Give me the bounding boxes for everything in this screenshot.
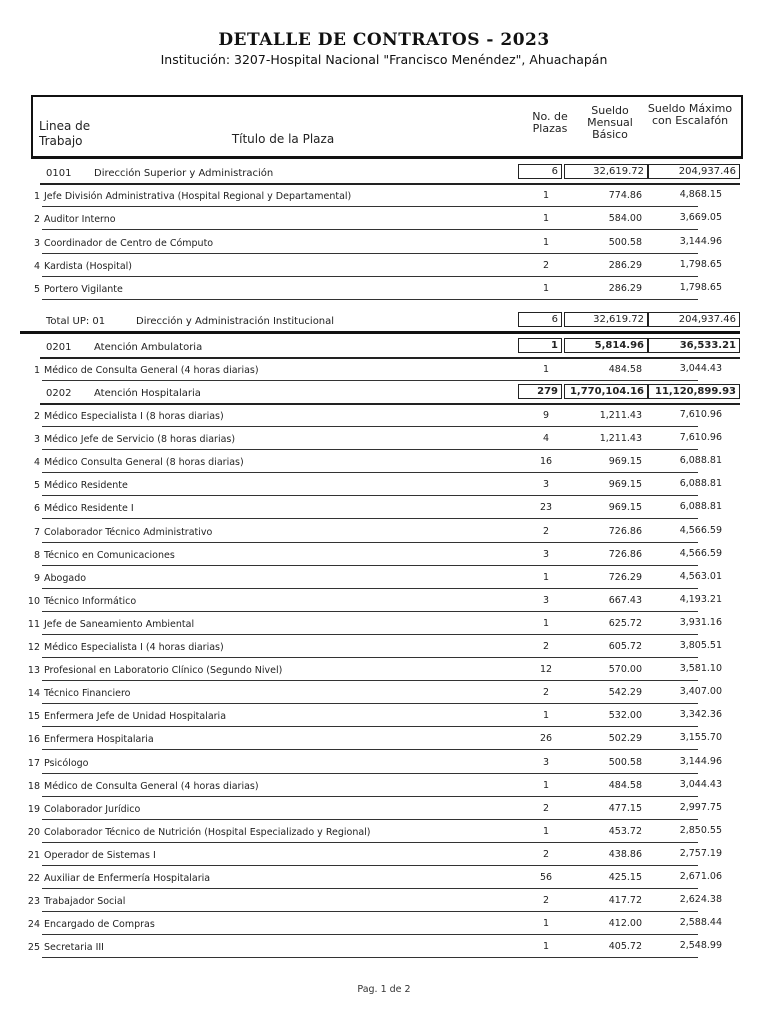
sueldo-basico: 417.72 <box>608 895 642 907</box>
total-row <box>20 311 740 334</box>
row-number: 13 <box>27 665 40 677</box>
plaza-title: Profesional en Laboratorio Clínico (Segundo Nivel) <box>44 665 283 677</box>
row-number: 12 <box>27 642 40 653</box>
sueldo-basico: 438.86 <box>608 848 642 860</box>
plazas-count: 1 <box>542 237 550 248</box>
plazas-count: 1 <box>542 710 550 722</box>
sueldo-basico: 726.29 <box>608 571 642 583</box>
sueldo-basico: 32,619.72 <box>564 312 648 327</box>
row-number: 5 <box>33 480 40 492</box>
row-number: 17 <box>27 757 40 769</box>
table-row <box>33 209 722 230</box>
section-row <box>40 383 740 405</box>
sueldo-basico: 500.58 <box>608 756 642 768</box>
section-name: Dirección y Administración Institucional <box>136 316 335 327</box>
plazas-count: 3 <box>542 479 550 491</box>
table-row <box>33 568 722 589</box>
table-row <box>27 914 722 935</box>
sueldo-maximo: 36,533.21 <box>648 338 740 353</box>
plazas-count: 6 <box>518 164 562 179</box>
plaza-title: Encargado de Compras <box>44 919 155 931</box>
plazas-count: 2 <box>542 848 550 860</box>
sueldo-maximo: 3,342.36 <box>679 709 722 721</box>
table-row <box>33 522 722 543</box>
sueldo-maximo: 11,120,899.93 <box>648 384 740 399</box>
row-number: 4 <box>33 457 40 469</box>
plaza-title: Colaborador Jurídico <box>44 803 141 815</box>
plazas-count: 56 <box>539 872 553 883</box>
table-row <box>27 683 722 704</box>
plaza-title: Médico Especialista I (4 horas diarias) <box>44 642 224 653</box>
sueldo-basico: 500.58 <box>608 237 642 248</box>
plazas-count: 26 <box>539 733 553 745</box>
sueldo-maximo: 3,669.05 <box>679 212 722 223</box>
row-number: 18 <box>27 780 40 792</box>
plazas-count: 2 <box>542 802 550 814</box>
row-number: 9 <box>33 572 40 584</box>
plazas-count: 1 <box>542 190 550 201</box>
section-row <box>40 337 740 359</box>
sueldo-basico: 969.15 <box>608 479 642 491</box>
row-number: 4 <box>33 261 40 272</box>
table-row <box>27 891 722 912</box>
sueldo-maximo: 3,044.43 <box>679 778 722 790</box>
table-row <box>27 729 722 750</box>
plazas-count: 1 <box>542 571 550 583</box>
row-number: 16 <box>27 734 40 746</box>
plazas-count: 1 <box>542 364 550 375</box>
section-name: Atención Ambulatoria <box>94 342 203 353</box>
sueldo-maximo: 3,144.96 <box>679 755 722 767</box>
table-row <box>27 753 722 774</box>
sueldo-basico: 412.00 <box>608 918 642 930</box>
table-row <box>27 776 722 797</box>
plaza-title: Médico Especialista I (8 horas diarias) <box>44 411 224 422</box>
plazas-count: 3 <box>542 594 550 606</box>
sueldo-maximo: 2,671.06 <box>679 871 722 882</box>
section-code: 0201 <box>46 342 72 353</box>
plazas-count: 23 <box>539 502 553 514</box>
plaza-title: Médico Consulta General (8 horas diarias) <box>44 457 244 469</box>
plaza-title: Médico Residente I <box>44 503 134 515</box>
row-number: 3 <box>33 238 40 249</box>
plaza-title: Técnico Financiero <box>44 688 131 700</box>
row-number: 11 <box>27 618 40 630</box>
plazas-count: 4 <box>542 433 550 445</box>
sueldo-maximo: 2,997.75 <box>679 801 722 813</box>
sueldo-maximo: 4,566.59 <box>679 547 722 559</box>
plaza-title: Técnico en Comunicaciones <box>44 549 175 561</box>
sueldo-maximo: 3,581.10 <box>679 663 722 675</box>
sueldo-basico: 726.86 <box>608 548 642 560</box>
plaza-title: Enfermera Hospitalaria <box>44 734 154 746</box>
section-code: 0101 <box>46 168 72 179</box>
header-linea: Linea de Trabajo <box>39 119 91 148</box>
plaza-title: Secretaria III <box>44 942 104 954</box>
row-number: 5 <box>33 284 40 295</box>
sueldo-maximo: 6,088.81 <box>679 501 722 513</box>
sueldo-basico: 425.15 <box>608 872 642 883</box>
row-number: 22 <box>27 873 40 884</box>
table-row <box>33 429 722 450</box>
section-row <box>40 163 740 185</box>
plazas-count: 279 <box>518 384 562 399</box>
sueldo-basico: 726.86 <box>608 525 642 537</box>
sueldo-maximo: 2,548.99 <box>679 940 722 952</box>
table-row <box>27 660 722 681</box>
row-number: 14 <box>27 688 40 700</box>
plaza-title: Kardista (Hospital) <box>44 261 132 272</box>
table-row <box>27 845 722 866</box>
row-number: 1 <box>33 191 40 202</box>
sueldo-maximo: 2,588.44 <box>679 917 722 929</box>
plazas-count: 2 <box>542 687 550 699</box>
plaza-title: Abogado <box>44 572 87 584</box>
plazas-count: 1 <box>542 617 550 629</box>
row-number: 19 <box>27 803 40 815</box>
row-number: 6 <box>33 503 40 515</box>
row-number: 2 <box>33 411 40 422</box>
table-row <box>33 452 722 473</box>
row-number: 25 <box>27 942 40 954</box>
plaza-title: Colaborador Técnico de Nutrición (Hospital Especializado y Regional) <box>44 826 371 838</box>
sueldo-basico: 1,211.43 <box>599 410 642 421</box>
header-sueldo-basico: Sueldo Mensual Básico <box>587 104 633 141</box>
table-row <box>27 937 722 958</box>
sueldo-basico: 625.72 <box>608 617 642 629</box>
plazas-count: 1 <box>542 941 550 953</box>
sueldo-basico: 667.43 <box>608 594 642 606</box>
plazas-count: 2 <box>542 641 550 652</box>
table-row <box>27 822 722 843</box>
sueldo-basico: 774.86 <box>608 190 642 201</box>
sueldo-basico: 532.00 <box>608 710 642 722</box>
row-number: 2 <box>33 214 40 225</box>
sueldo-maximo: 4,563.01 <box>679 570 722 582</box>
sueldo-maximo: 7,610.96 <box>679 432 722 444</box>
row-number: 15 <box>27 711 40 723</box>
table-row <box>27 868 722 889</box>
plaza-title: Trabajador Social <box>44 896 126 908</box>
plazas-count: 9 <box>542 410 550 421</box>
table-row <box>33 186 722 207</box>
sueldo-basico: 570.00 <box>608 664 642 676</box>
sueldo-maximo: 1,798.65 <box>679 282 722 293</box>
row-number: 10 <box>27 595 40 607</box>
plazas-count: 2 <box>542 895 550 907</box>
sueldo-maximo: 3,407.00 <box>679 686 722 698</box>
sueldo-maximo: 204,937.46 <box>648 164 740 179</box>
sueldo-basico: 502.29 <box>608 733 642 745</box>
sueldo-maximo: 1,798.65 <box>679 259 722 270</box>
sueldo-maximo: 3,805.51 <box>679 640 722 651</box>
sueldo-maximo: 4,193.21 <box>679 593 722 605</box>
table-row <box>33 256 722 277</box>
plaza-title: Auxiliar de Enfermería Hospitalaria <box>44 873 211 884</box>
section-code: Total UP: 01 <box>46 316 106 327</box>
plaza-title: Jefe División Administrativa (Hospital Regional y Departamental) <box>44 191 352 202</box>
plazas-count: 2 <box>542 260 550 271</box>
plaza-title: Médico Jefe de Servicio (8 horas diarias) <box>44 434 236 446</box>
sueldo-basico: 969.15 <box>608 456 642 468</box>
sueldo-basico: 453.72 <box>608 825 642 837</box>
sueldo-basico: 405.72 <box>608 941 642 953</box>
plaza-title: Auditor Interno <box>44 214 116 225</box>
sueldo-basico: 1,770,104.16 <box>564 384 648 399</box>
plazas-count: 1 <box>542 779 550 791</box>
sueldo-basico: 969.15 <box>608 502 642 514</box>
plazas-count: 6 <box>518 312 562 327</box>
plaza-title: Portero Vigilante <box>44 284 123 295</box>
row-number: 21 <box>27 849 40 861</box>
sueldo-maximo: 2,757.19 <box>679 847 722 859</box>
table-row <box>33 360 722 381</box>
sueldo-basico: 484.58 <box>608 779 642 791</box>
plaza-title: Médico de Consulta General (4 horas diarias) <box>44 365 259 376</box>
sueldo-maximo: 4,566.59 <box>679 524 722 536</box>
plaza-title: Operador de Sistemas I <box>44 849 156 861</box>
sueldo-basico: 32,619.72 <box>564 164 648 179</box>
section-name: Dirección Superior y Administración <box>94 168 274 179</box>
row-number: 23 <box>27 896 40 908</box>
table-row <box>33 498 722 519</box>
sueldo-maximo: 6,088.81 <box>679 455 722 467</box>
header-sueldo-maximo: Sueldo Máximo con Escalafón <box>647 102 733 127</box>
plaza-title: Enfermera Jefe de Unidad Hospitalaria <box>44 711 227 723</box>
row-number: 20 <box>27 826 40 838</box>
table-row <box>33 233 722 254</box>
plazas-count: 1 <box>542 213 550 224</box>
plazas-count: 3 <box>542 548 550 560</box>
plaza-title: Psicólogo <box>44 757 89 769</box>
sueldo-maximo: 3,931.16 <box>679 616 722 628</box>
plaza-title: Médico Residente <box>44 480 128 492</box>
table-header <box>31 95 743 159</box>
table-row <box>33 406 722 427</box>
sueldo-maximo: 4,868.15 <box>679 189 722 200</box>
plazas-count: 1 <box>542 283 550 294</box>
plaza-title: Técnico Informático <box>44 595 137 607</box>
table-row <box>27 799 722 820</box>
table-row <box>27 637 722 658</box>
table-row <box>27 614 722 635</box>
sueldo-basico: 477.15 <box>608 802 642 814</box>
plazas-count: 1 <box>542 918 550 930</box>
sueldo-maximo: 3,155.70 <box>679 732 722 744</box>
plazas-count: 1 <box>542 825 550 837</box>
row-number: 24 <box>27 919 40 931</box>
sueldo-maximo: 204,937.46 <box>648 312 740 327</box>
document-title: DETALLE DE CONTRATOS - 2023 <box>218 30 550 50</box>
sueldo-basico: 484.58 <box>608 364 642 375</box>
sueldo-maximo: 3,144.96 <box>679 236 722 247</box>
table-row <box>33 279 722 300</box>
table-row <box>27 591 722 612</box>
table-row <box>33 475 722 496</box>
plazas-count: 12 <box>539 664 553 676</box>
sueldo-basico: 286.29 <box>608 260 642 271</box>
sueldo-basico: 584.00 <box>608 213 642 224</box>
row-number: 1 <box>33 365 40 376</box>
plazas-count: 3 <box>542 756 550 768</box>
sueldo-basico: 605.72 <box>608 641 642 652</box>
sueldo-maximo: 7,610.96 <box>679 409 722 420</box>
row-number: 7 <box>33 526 40 538</box>
sueldo-basico: 542.29 <box>608 687 642 699</box>
plaza-title: Coordinador de Centro de Cómputo <box>44 238 214 249</box>
plaza-title: Jefe de Saneamiento Ambiental <box>44 618 195 630</box>
section-name: Atención Hospitalaria <box>94 388 201 399</box>
table-row <box>33 545 722 566</box>
plazas-count: 1 <box>518 338 562 353</box>
sueldo-basico: 1,211.43 <box>599 433 642 445</box>
row-number: 8 <box>33 549 40 561</box>
plazas-count: 16 <box>539 456 553 468</box>
page-number: Pag. 1 de 2 <box>357 984 411 995</box>
header-titulo: Título de la Plaza <box>231 132 335 146</box>
institution-subtitle: Institución: 3207-Hospital Nacional "Francisco Menéndez", Ahuachapán <box>160 52 608 67</box>
table-row <box>27 706 722 727</box>
plaza-title: Colaborador Técnico Administrativo <box>44 526 213 538</box>
sueldo-maximo: 2,624.38 <box>679 894 722 906</box>
plazas-count: 2 <box>542 525 550 537</box>
sueldo-maximo: 2,850.55 <box>679 824 722 836</box>
plaza-title: Médico de Consulta General (4 horas diarias) <box>44 780 259 792</box>
header-plazas: No. de Plazas <box>532 110 568 135</box>
sueldo-basico: 286.29 <box>608 283 642 294</box>
section-code: 0202 <box>46 388 72 399</box>
row-number: 3 <box>33 434 40 446</box>
sueldo-maximo: 6,088.81 <box>679 478 722 490</box>
sueldo-maximo: 3,044.43 <box>679 363 722 374</box>
sueldo-basico: 5,814.96 <box>564 338 648 353</box>
